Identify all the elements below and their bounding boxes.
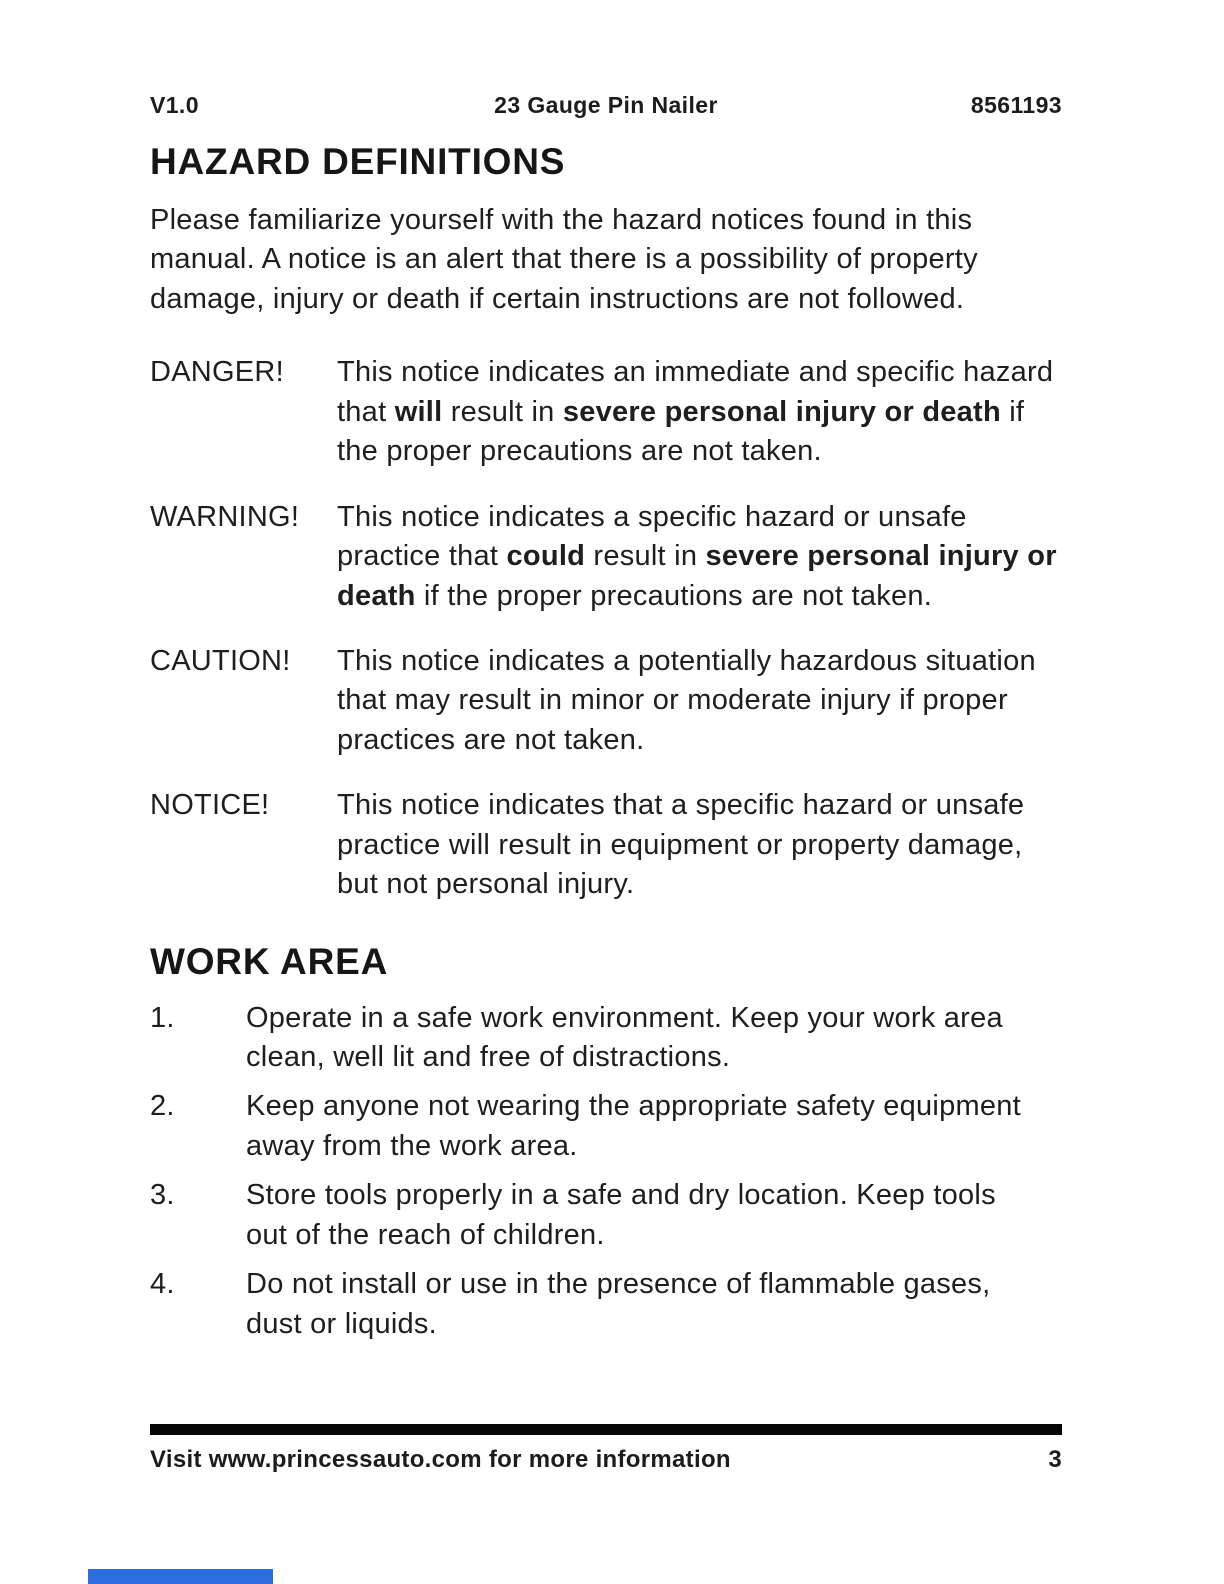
list-item-text: Keep anyone not wearing the appropriate safety equipment away from the work area.	[246, 1090, 1021, 1162]
page-number: 3	[1048, 1446, 1062, 1473]
page-footer	[150, 1424, 1062, 1474]
list-item	[150, 1087, 1062, 1166]
definition-row-notice	[150, 786, 1062, 904]
definition-term: NOTICE!	[150, 789, 270, 822]
definition-description: This notice indicates a specific hazard or unsafe practice that could result in severe personal injury or death if the proper precautions are not taken.	[337, 500, 1057, 612]
definition-description: This notice indicates an immediate and specific hazard that will result in severe personal injury or death if the proper precautions are not taken.	[337, 356, 1054, 468]
page-header	[150, 92, 1062, 119]
definition-row-danger	[150, 353, 1062, 471]
list-item	[150, 1265, 1062, 1344]
list-item	[150, 1176, 1062, 1255]
definition-description: This notice indicates a potentially hazardous situation that may result in minor or moderate injury if proper practices are not taken.	[337, 644, 1036, 756]
list-item-text: Do not install or use in the presence of flammable gases, dust or liquids.	[246, 1268, 991, 1340]
definition-term: CAUTION!	[150, 644, 291, 677]
hazard-definitions-list	[150, 353, 1062, 904]
list-item-text: Operate in a safe work environment. Keep your work area clean, well lit and free of distractions.	[246, 1001, 1003, 1073]
bottom-blue-artifact-bar	[88, 1569, 273, 1584]
list-item	[150, 999, 1062, 1078]
definition-row-warning	[150, 498, 1062, 616]
header-model-number: 8561193	[970, 92, 1062, 118]
definition-description: This notice indicates that a specific hazard or unsafe practice will result in equipment or property damage, but not personal injury.	[337, 789, 1025, 901]
footer-divider-bar	[150, 1424, 1062, 1435]
list-item-number: 4.	[150, 1268, 175, 1301]
list-item-number: 3.	[150, 1179, 175, 1212]
definition-term: DANGER!	[150, 356, 284, 389]
definition-row-caution	[150, 642, 1062, 760]
footer-text: Visit www.princessauto.com for more information	[150, 1446, 731, 1473]
document-page	[150, 92, 1062, 1354]
hazard-intro-paragraph: Please familiarize yourself with the hazard notices found in this manual. A notice is an alert that there is a possibility of property damage, injury or death if certain instructions are not followed.	[150, 204, 978, 315]
work-area-list	[150, 999, 1062, 1345]
list-item-text: Store tools properly in a safe and dry location. Keep tools out of the reach of children.	[246, 1179, 996, 1251]
hazard-definitions-heading: HAZARD DEFINITIONS	[150, 141, 566, 182]
work-area-heading: WORK AREA	[150, 940, 389, 982]
header-title: 23 Gauge Pin Nailer	[494, 92, 718, 118]
list-item-number: 1.	[150, 1001, 175, 1034]
list-item-number: 2.	[150, 1090, 175, 1123]
header-version: V1.0	[150, 92, 199, 118]
definition-term: WARNING!	[150, 500, 300, 533]
